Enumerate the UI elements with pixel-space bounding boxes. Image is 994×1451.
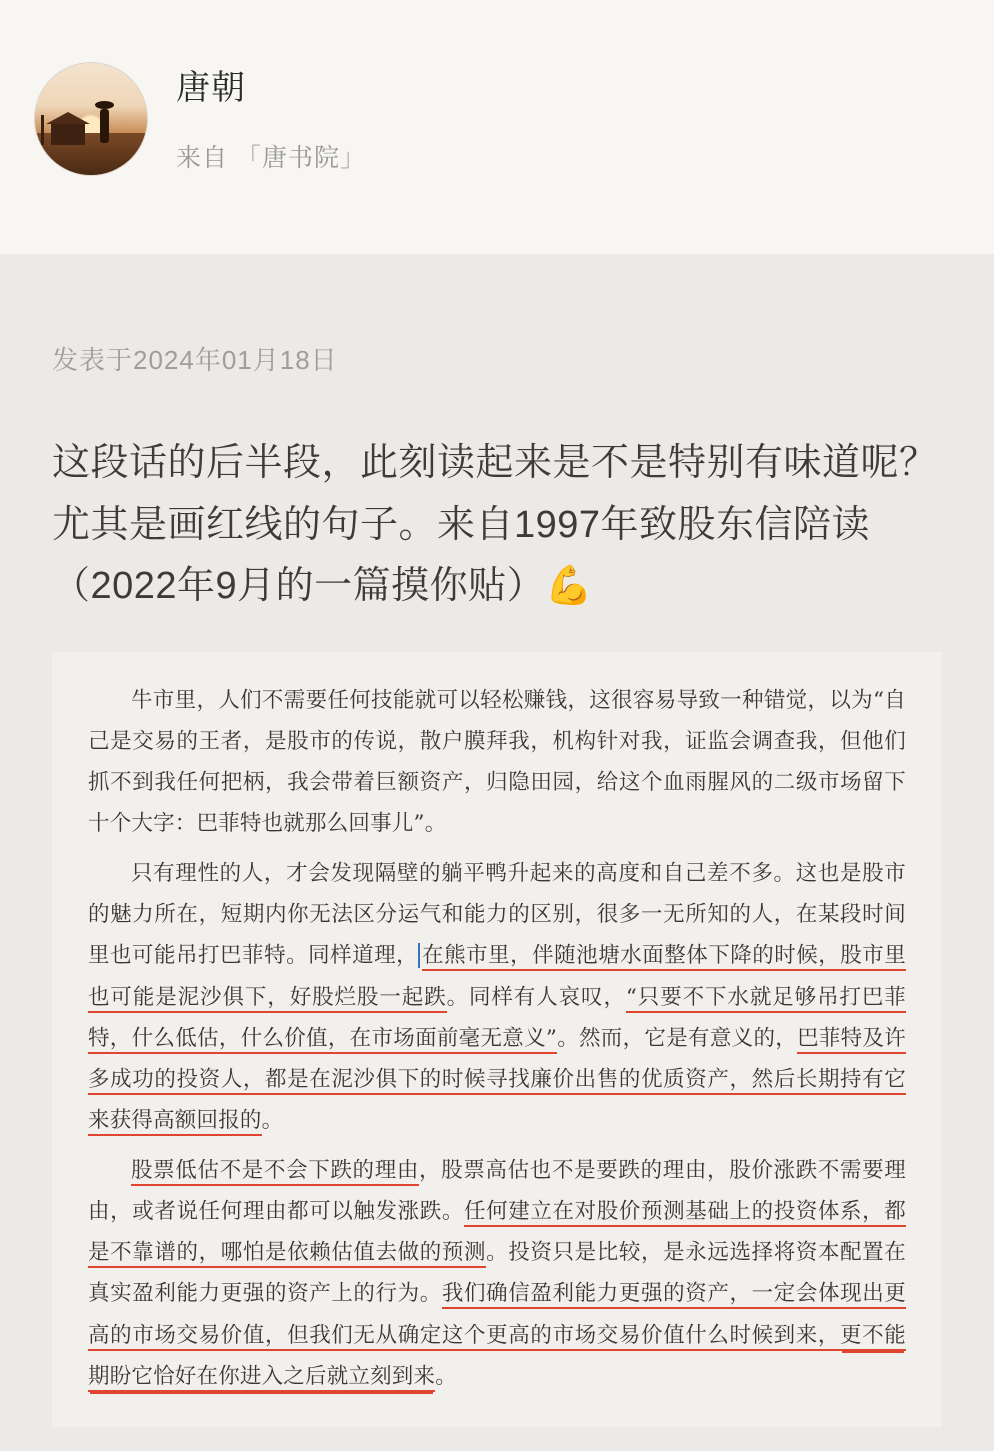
post-lead (52, 433, 942, 618)
avatar[interactable] (34, 62, 148, 176)
highlight-mark: 任何建立在对股价预测基础上的投资体系，都是不靠谱的，哪怕是依赖估值去做的预测 (88, 1199, 906, 1268)
source-line (176, 143, 366, 173)
flexed-biceps-icon: 💪 (545, 565, 593, 608)
source-name[interactable]: 「唐书院」 (235, 143, 366, 172)
source-prefix: 来自 (176, 143, 229, 172)
highlight-mark: 股票低估不是不会下跌的理由 (131, 1158, 419, 1186)
highlight-mark: 巴菲特及许多成功的投资人，都是在泥沙俱下的时候寻找廉价出售的优质资产，然后长期持有它来获得高额回报的 (88, 1026, 906, 1137)
post-content (0, 340, 994, 1427)
highlight-mark: 在熊市里，伴随池塘水面整体下降的时候，股市里也可能是泥沙俱下，好股烂股一起跌 (88, 943, 906, 1012)
author-nickname: 唐朝 (176, 69, 246, 107)
quote-paragraph-1: 牛市里，人们不需要任何技能就可以轻松赚钱，这很容易导致一种错觉，以为“自己是交易的王者，是股市的传说，散户膜拜我，机构针对我，证监会调查我，但他们抓不到我任何把柄，我会带着巨额资产，归隐田园，给这个血雨腥风的二级市场留下十个大字：巴菲特也就那么回事儿”。 (88, 687, 906, 837)
highlight-mark: 我们确信盈利能力更强的资产，一定会体现出更高的市场交易价值，但我们无从确定这个更高的市场交易价值什么时候到来， (88, 1281, 906, 1350)
header-text-block (176, 62, 366, 173)
post-header (0, 0, 994, 254)
quoted-article (52, 652, 942, 1428)
quote-paragraph-2: 只有理性的人，才会发现隔壁的躺平鸭升起来的高度和自己差不多。这也是股市的魅力所在，短期内你无法区分运气和能力的区别，很多一无所知的人，在某段时间里也可能吊打巴菲特。同样道理， 在熊市里，伴随池塘水面整体下降的时候，股市里也可能是泥沙俱下，好股烂股一起跌。同样有人哀叹，“只要不下水就足够吊打巴菲特，什么低估，什么价值，在市场面前毫无意义”。然而，它是有意义的，巴菲特及许多成功的投资人，都是在泥沙俱下的时候寻找廉价出售的优质资产，然后长期持有它来获得高额回报的。 (88, 853, 906, 1142)
highlight-mark: “只要不下水就足够吊打巴菲特，什么低估，什么价值，在市场面前毫无意义” (88, 985, 906, 1054)
person-icon (100, 109, 109, 143)
highlight-mark: 更不能期盼它恰好在你进入之后就立刻到来 (88, 1323, 906, 1392)
hut-icon (51, 123, 85, 145)
pole-icon (41, 115, 44, 145)
post-lead-text: 这段话的后半段，此刻读起来是不是特别有味道呢？尤其是画红线的句子。来自1997年致股东信陪读（2022年9月的一篇摸你贴） (52, 442, 938, 608)
quote-paragraph-3: 股票低估不是不会下跌的理由，股票高估也不是要跌的理由，股价涨跌不需要理由，或者说任何理由都可以触发涨跌。任何建立在对股价预测基础上的投资体系，都是不靠谱的，哪怕是依赖估值去做的预测。投资只是比较，是永远选择将资本配置在真实盈利能力更强的资产上的行为。我们确信盈利能力更强的资产，一定会体现出更高的市场交易价值，但我们无从确定这个更高的市场交易价值什么时候到来，更不能期盼它恰好在你进入之后就立刻到来。 (88, 1150, 906, 1398)
post-date: 发表于2024年01月18日 (52, 345, 338, 375)
